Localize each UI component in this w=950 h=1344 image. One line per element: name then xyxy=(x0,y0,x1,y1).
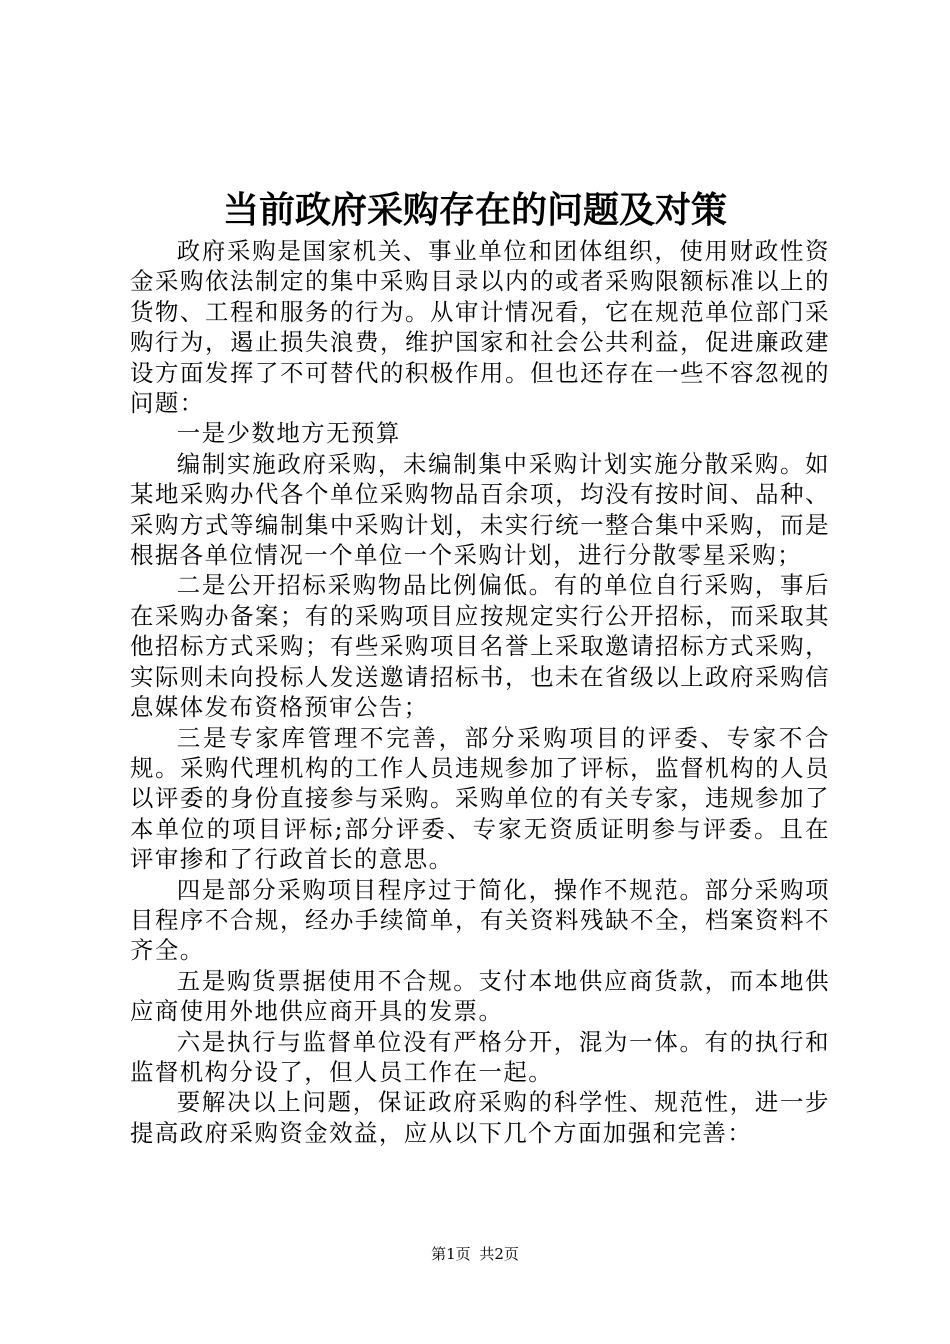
paragraph-conclusion: 要解决以上问题，保证政府采购的科学性、规范性，进一步提高政府采购资金效益，应从以下几个方面加强和完善： xyxy=(130,1088,830,1147)
document-body xyxy=(130,236,830,1148)
paragraph-intro: 政府采购是国家机关、事业单位和团体组织，使用财政性资金采购依法制定的集中采购目录以内的或者采购限额标准以上的货物、工程和服务的行为。从审计情况看，它在规范单位部门采购行为，遏止损失浪费，维护国家和社会公共利益，促进廉政建设方面发挥了不可替代的积极作用。但也还存在一些不容忽视的问题： xyxy=(130,237,830,418)
document-title: 当前政府采购存在的问题及对策 xyxy=(222,189,727,231)
paragraph-point-2: 二是公开招标采购物品比例偏低。有的单位自行采购，事后在采购办备案；有的采购项目应按规定实行公开招标，而采取其他招标方式采购；有些采购项目名誉上采取邀请招标方式采购，实际则未向投标人发送邀请招标书，也未在省级以上政府采购信息媒体发布资格预审公告； xyxy=(130,571,830,722)
page-number: 第1页 xyxy=(431,1245,471,1263)
paragraph-point-4: 四是部分采购项目程序过于简化，操作不规范。部分采购项目程序不合规，经办手续简单，有关资料残缺不全，档案资料不齐全。 xyxy=(130,875,830,965)
paragraph-point-1-detail: 编制实施政府采购，未编制集中采购计划实施分散采购。如某地采购办代各个单位采购物品百余项，均没有按时间、品种、采购方式等编制集中采购计划，未实行统一整合集中采购，而是根据各单位情况一个单位一个采购计划，进行分散零星采购； xyxy=(130,449,830,570)
page-total: 共2页 xyxy=(479,1245,519,1263)
paragraph-point-3: 三是专家库管理不完善，部分采购项目的评委、专家不合规。采购代理机构的工作人员违规参加了评标，监督机构的人员以评委的身份直接参与采购。采购单位的有关专家，违规参加了本单位的项目评标;部分评委、专家无资质证明参与评委。且在评审掺和了行政首长的意思。 xyxy=(130,723,830,874)
paragraph-point-6: 六是执行与监督单位没有严格分开，混为一体。有的执行和监督机构分设了，但人员工作在一起。 xyxy=(130,1027,830,1086)
page-footer xyxy=(0,1244,950,1264)
paragraph-point-5: 五是购货票据使用不合规。支付本地供应商货款，而本地供应商使用外地供应商开具的发票。 xyxy=(130,966,830,1026)
paragraph-point-1-heading: 一是少数地方无预算 xyxy=(176,419,401,448)
